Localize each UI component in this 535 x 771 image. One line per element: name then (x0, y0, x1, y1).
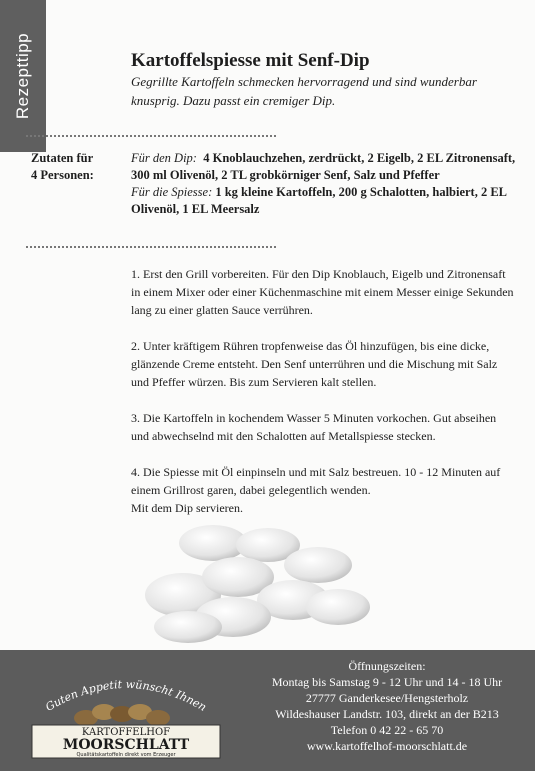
potatoes-image (143, 515, 383, 645)
step: Mit dem Dip servieren. (131, 501, 243, 515)
logo-line2: MOORSCHLATT (62, 737, 190, 753)
step: 2. Unter kräftigem Rühren tropfenweise das Öl hinzufügen, bis eine dicke, glänzende Creme entsteht. Den Senf unterrühren und die Mischung mit Salz und Pfeffer würzen. Bis zum Servieren kalt stellen. (131, 339, 498, 389)
recipe-title: Kartoffelspiesse mit Senf-Dip (131, 50, 370, 71)
recipe-subtitle: Gegrillte Kartoffeln schmecken hervorragend und sind wunderbar knusprig. Dazu passt ein cremiger Dip. (131, 74, 477, 108)
website: www.kartoffelhof-moorschlatt.de (306, 739, 468, 753)
side-tab-label: Rezepttipp (13, 32, 32, 120)
dip-label: Für den Dip: (131, 151, 197, 165)
hours-text: Montag bis Samstag 9 - 12 Uhr und 14 - 18 Uhr (271, 675, 503, 689)
ingredients-label-line: Zutaten für (31, 151, 94, 165)
steps (131, 265, 517, 535)
ingredients-list (131, 150, 516, 218)
opening-hours (257, 658, 517, 754)
logo-line1: KARTOFFELHOF (81, 727, 171, 738)
logo (26, 668, 226, 760)
logo-tagline: Qualitätskartoffeln direkt vom Erzeuger (76, 752, 176, 758)
dip-text: 4 Knoblauchzehen, zerdrückt, 2 Eigelb, 2 EL Zitronensaft, 300 ml Olivenöl, 2 TL grobkörniger Senf, Salz und Pfeffer (131, 151, 516, 182)
footer (0, 650, 535, 771)
ingredients-label-line: 4 Personen: (31, 168, 94, 182)
step: 1. Erst den Grill vorbereiten. Für den Dip Knoblauch, Eigelb und Zitronensaft in einem Mixer oder einer Küchenmaschine mit einem Messer einige Sekunden lang zu einer glatten Sauce verrühren. (131, 267, 514, 317)
divider (26, 135, 276, 137)
ingredients-label (31, 150, 94, 184)
side-tab (0, 0, 46, 152)
step: 3. Die Kartoffeln in kochendem Wasser 5 Minuten vorkochen. Gut abseihen und abwechselnd mit den Schalotten auf Metallspiesse stecken. (131, 411, 497, 443)
hours-title: Öffnungszeiten: (348, 659, 426, 673)
address-line: Wildeshauser Landstr. 103, direkt an der B213 (275, 707, 499, 721)
spiesse-text: 1 kg kleine Kartoffeln, 200 g Schalotten, halbiert, 2 EL Olivenöl, 1 EL Meersalz (131, 185, 507, 216)
spiesse-label: Für die Spiesse: (131, 185, 213, 199)
step: 4. Die Spiesse mit Öl einpinseln und mit Salz bestreuen. 10 - 12 Minuten auf einem Grillrost garen, dabei gelegentlich wenden. (131, 465, 501, 497)
divider (26, 246, 276, 248)
logo-arc-text: Guten Appetit wünscht Ihnen (43, 677, 209, 714)
address-line: 27777 Ganderkesee/Hengsterholz (305, 691, 469, 705)
phone: Telefon 0 42 22 - 65 70 (330, 723, 444, 737)
